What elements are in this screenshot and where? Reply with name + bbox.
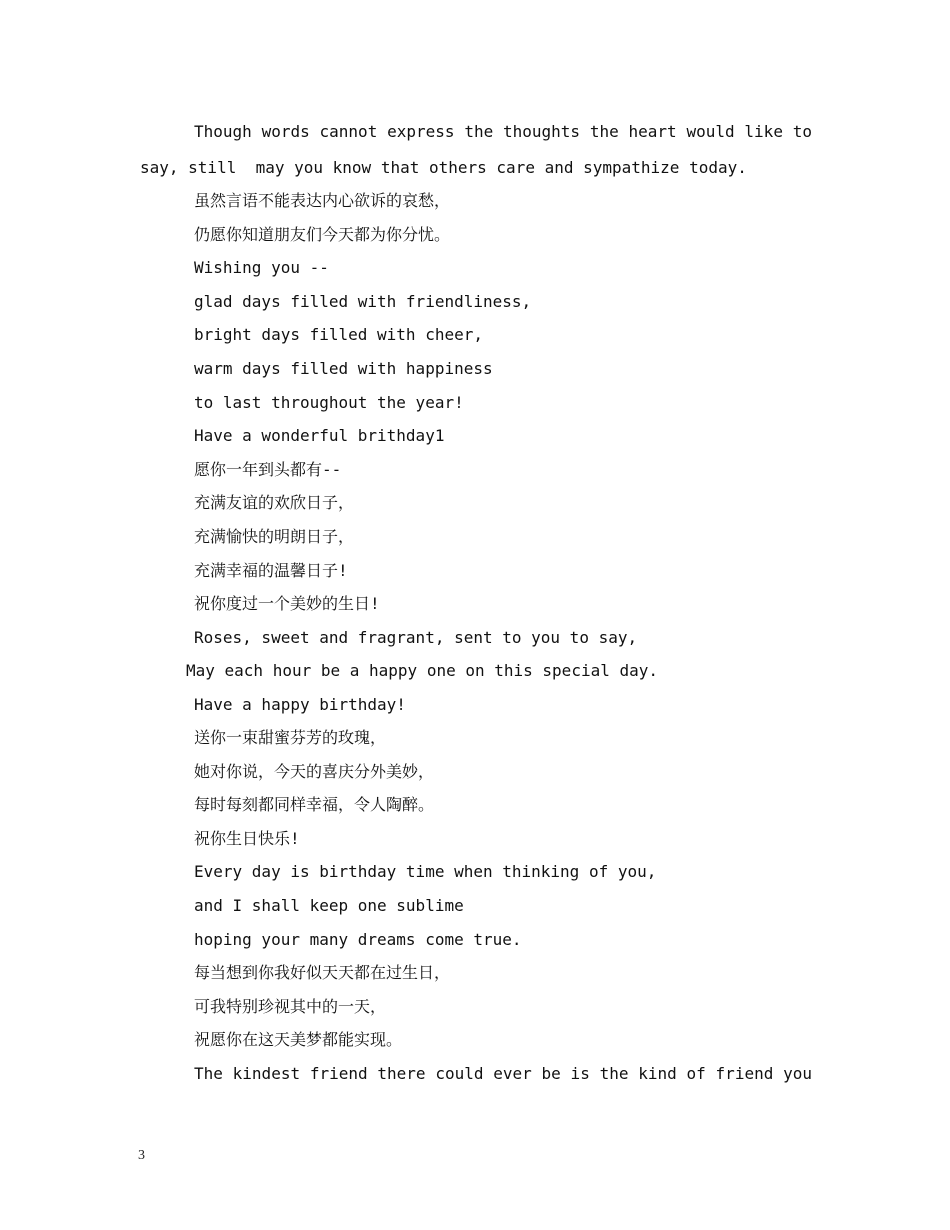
text-line: May each hour be a happy one on this special day. — [186, 661, 659, 680]
text-line: 祝愿你在这天美梦都能实现。 — [194, 1030, 403, 1049]
text-line: 虽然言语不能表达内心欲诉的哀愁， — [194, 191, 451, 210]
text-line: 仍愿你知道朋友们今天都为你分忧。 — [194, 225, 451, 244]
text-line: warm days filled with happiness — [194, 359, 493, 378]
text-line: say, still may you know that others care and sympathize today. — [140, 158, 747, 177]
text-line: 祝你生日快乐! — [194, 829, 300, 848]
text-line: hoping your many dreams come true. — [194, 930, 522, 949]
text-line: Have a wonderful brithday1 — [194, 426, 445, 445]
text-line: 充满愉快的明朗日子， — [194, 527, 355, 546]
page-number: 3 — [138, 1148, 145, 1163]
text-line: to last throughout the year! — [194, 393, 464, 412]
text-line: Wishing you -- — [194, 258, 329, 277]
text-line: 可我特别珍视其中的一天， — [194, 997, 387, 1016]
text-line: 充满友谊的欢欣日子， — [194, 493, 355, 512]
text-line: glad days filled with friendliness, — [194, 292, 532, 311]
text-line: bright days filled with cheer, — [194, 325, 483, 344]
text-line: Roses, sweet and fragrant, sent to you to say, — [194, 628, 638, 647]
text-line: Have a happy birthday! — [194, 695, 406, 714]
text-line: The kindest friend there could ever be is the kind of friend you — [194, 1064, 812, 1083]
text-line: 送你一束甜蜜芬芳的玫瑰， — [194, 728, 387, 747]
text-line: 她对你说，今天的喜庆分外美妙， — [194, 762, 435, 781]
text-line: 每当想到你我好似天天都在过生日， — [194, 963, 451, 982]
text-line: 祝你度过一个美妙的生日! — [194, 594, 380, 613]
text-line: 每时每刻都同样幸福，令人陶醉。 — [194, 795, 435, 814]
text-line: and I shall keep one sublime — [194, 896, 464, 915]
text-line: Though words cannot express the thoughts the heart would like to — [194, 122, 812, 141]
text-line: 充满幸福的温馨日子! — [194, 561, 348, 580]
text-line: Every day is birthday time when thinking of you, — [194, 862, 657, 881]
text-line: 愿你一年到头都有-- — [194, 460, 342, 479]
